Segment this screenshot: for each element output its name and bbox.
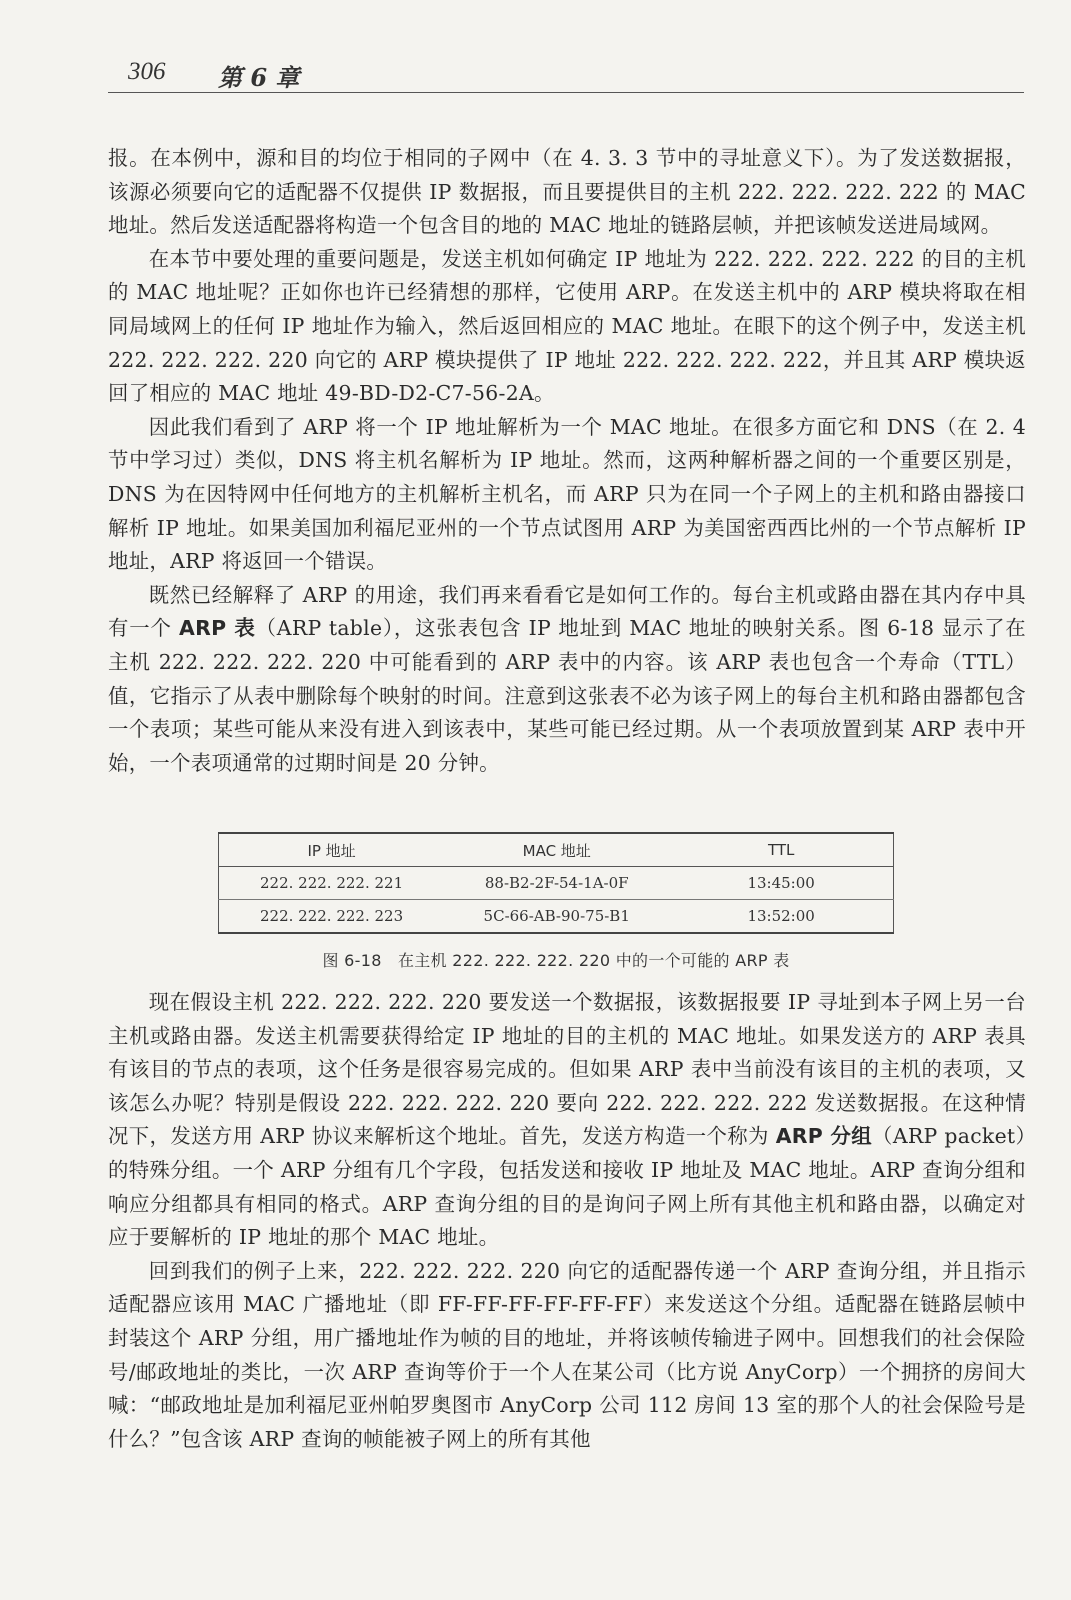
- arp-table: [218, 832, 894, 934]
- body-text-upper: [108, 142, 1026, 780]
- key-term: ARP 分组: [775, 1124, 873, 1149]
- figure-caption: 图 6-18 在主机 222. 222. 222. 220 中的一个可能的 ARP 表: [322, 951, 790, 970]
- paragraph-text: 既然已经解释了 ARP 的用途，我们再来看看它是如何工作的。每台主机或路由器在其内存中具有一个: [108, 582, 1026, 641]
- cell-mac: 5C-66-AB-90-75-B1: [483, 907, 630, 925]
- table-row: [219, 867, 894, 900]
- table-header-row: [219, 833, 894, 867]
- paragraph: 因此我们看到了 ARP 将一个 IP 地址解析为一个 MAC 地址。在很多方面它和 DNS（在 2. 4 节中学习过）类似，DNS 将主机名解析为 IP 地址。然而，这两种解析器之间的一个重要区别是，DNS 为在因特网中任何地方的主机解析主机名，而 ARP 只为在同一个子网上的主机和路由器接口解析 IP 地址。如果美国加利福尼亚州的一个节点试图用 ARP 为美国密西西比州的一个节点解析 IP 地址，ARP 将返回一个错误。: [108, 414, 1026, 574]
- body-text-lower: [108, 986, 1026, 1456]
- paragraph: 在本节中要处理的重要问题是，发送主机如何确定 IP 地址为 222. 222. 222. 222 的目的主机的 MAC 地址呢？正如你也许已经猜想的那样，它使用 ARP。在发送主机中的 ARP 模块将取在相同局域网上的任何 IP 地址作为输入，然后返回相应的 MAC 地址。在眼下的这个例子中，发送主机 222. 222. 222. 220 向它的 ARP 模块提供了 IP 地址 222. 222. 222. 222，并且其 ARP 模块返回了相应的 MAC 地址 49-BD-D2-C7-56-2A。: [108, 246, 1026, 406]
- paragraph-text: （ARP packet）的特殊分组。一个 ARP 分组有几个字段，包括发送和接收 IP 地址及 MAC 地址。ARP 查询分组和响应分组都具有相同的格式。ARP 查询分组的目的是询问子网上所有其他主机和路由器，以确定对应于要解析的 IP 地址的那个 MAC 地址。: [108, 1124, 1026, 1250]
- column-header-ttl: TTL: [669, 833, 893, 867]
- cell-ttl: 13:52:00: [747, 907, 815, 925]
- column-header-mac: MAC 地址: [444, 833, 669, 867]
- cell-ip: 222. 222. 222. 221: [219, 867, 445, 900]
- paragraph: 报。在本例中，源和目的均位于相同的子网中（在 4. 3. 3 节中的寻址意义下）。为了发送数据报，该源必须要向它的适配器不仅提供 IP 数据报，而且要提供目的主机 222. 222. 222. 222 的 MAC 地址。然后发送适配器将构造一个包含目的地的 MAC 地址的链路层帧，并把该帧发送进局域网。: [108, 146, 1026, 238]
- cell-ip: 222. 222. 222. 223: [260, 907, 404, 925]
- cell-ttl: 13:45:00: [669, 867, 893, 900]
- chapter-title: 第 6 章: [218, 63, 300, 92]
- paragraph-arp-packet: [108, 986, 1026, 1255]
- column-header-ip: IP 地址: [219, 833, 445, 867]
- key-term: ARP 表: [179, 616, 256, 641]
- figure-6-18: [218, 832, 894, 971]
- page-header: [108, 52, 1024, 93]
- table-row: [219, 900, 894, 934]
- page-number: 306: [128, 58, 166, 85]
- paragraph-text: （ARP table），这张表包含 IP 地址到 MAC 地址的映射关系。图 6-18 显示了在主机 222. 222. 222. 220 中可能看到的 ARP 表中的内容。该 ARP 表也包含一个寿命（TTL）值，它指示了从表中删除每个映射的时间。注意到这张表不必为该子网上的每台主机和路由器都包含一个表项；某些可能从来没有进入到该表中，某些可能已经过期。从一个表项放置到某 ARP 表中开始，一个表项通常的过期时间是 20 分钟。: [108, 616, 1026, 775]
- cell-mac: 88-B2-2F-54-1A-0F: [444, 867, 669, 900]
- paragraph-text: 现在假设主机 222. 222. 222. 220 要发送一个数据报，该数据报要 IP 寻址到本子网上另一台主机或路由器。发送主机需要获得给定 IP 地址的目的主机的 MAC 地址。如果发送方的 ARP 表具有该目的节点的表项，这个任务是很容易完成的。但如果 ARP 表中当前没有该目的主机的表项，又该怎么办呢？特别是假设 222. 222. 222. 220 要向 222. 222. 222. 222 发送数据报。在这种情况下，发送方用 ARP 协议来解析这个地址。首先，发送方构造一个称为: [108, 990, 1026, 1149]
- paragraph: 回到我们的例子上来，222. 222. 222. 220 向它的适配器传递一个 ARP 查询分组，并且指示适配器应该用 MAC 广播地址（即 FF-FF-FF-FF-FF-FF）来发送这个分组。适配器在链路层帧中封装这个 ARP 分组，用广播地址作为帧的目的地址，并将该帧传输进子网中。回想我们的社会保险号/邮政地址的类比，一次 ARP 查询等价于一个人在某公司（比方说 AnyCorp）一个拥挤的房间大喊：“邮政地址是加利福尼亚州帕罗奥图市 AnyCorp 公司 112 房间 13 室的那个人的社会保险号是什么？”包含该 ARP 查询的帧能被子网上的所有其他: [108, 1258, 1026, 1451]
- paragraph-arp-table: [108, 579, 1026, 781]
